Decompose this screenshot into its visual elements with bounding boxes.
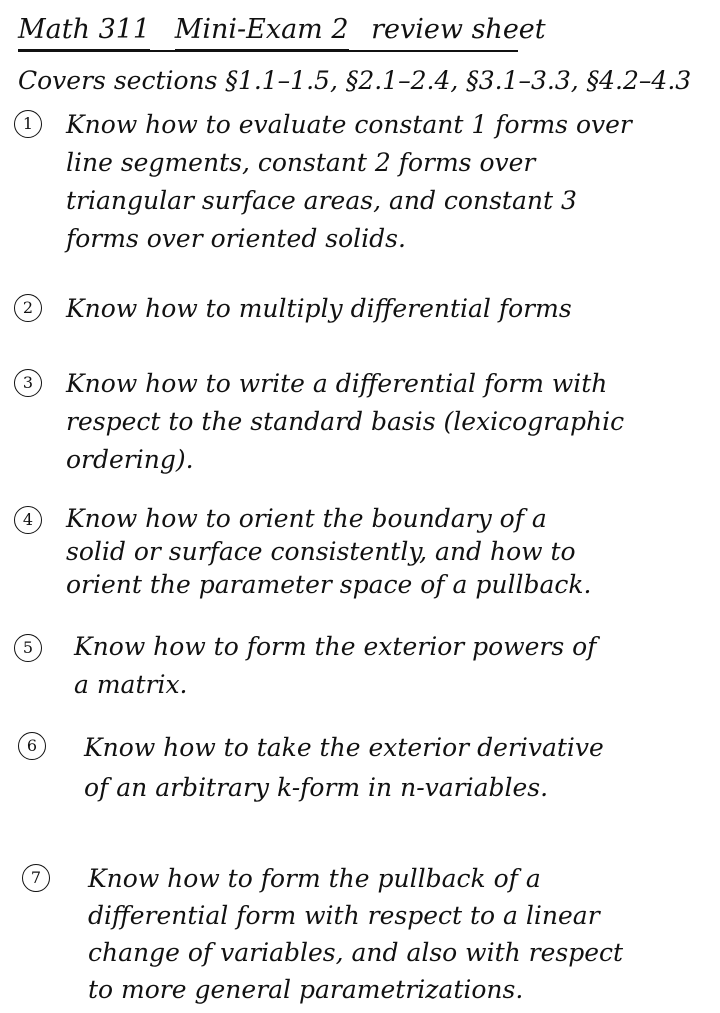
item-number-circle: 2 xyxy=(14,294,42,322)
item-number-circle: 6 xyxy=(18,732,46,760)
review-item-5 xyxy=(14,622,714,697)
item-text: Know how to evaluate constant 1 forms over line segments, constant 2 forms over triangular surface areas, and constant 3 forms over oriented solids. xyxy=(66,110,632,253)
document-type: review sheet xyxy=(371,14,546,45)
item-text: Know how to write a differential form with respect to the standard basis (lexicographic ordering). xyxy=(66,369,625,474)
review-item-7 xyxy=(14,860,714,1004)
review-item-1 xyxy=(14,106,714,256)
item-number-circle: 3 xyxy=(14,369,42,397)
item-number-circle: 5 xyxy=(14,634,42,662)
item-number-circle: 4 xyxy=(14,506,42,534)
course-title: Math 311 xyxy=(18,12,150,51)
review-item-2 xyxy=(14,290,714,330)
item-number-circle: 1 xyxy=(14,110,42,138)
item-text: Know how to multiply differential forms xyxy=(66,294,572,323)
review-item-6 xyxy=(14,728,714,808)
review-item-3 xyxy=(14,365,714,485)
exam-title: Mini-Exam 2 xyxy=(175,12,349,51)
review-item-4 xyxy=(14,502,714,617)
title-underline xyxy=(18,50,518,52)
item-text: Know how to orient the boundary of a solid or surface consistently, and how to orient the parameter space of a pullback. xyxy=(66,504,592,599)
item-text: Know how to form the pullback of a differential form with respect to a linear change of variables, and also with respect to more general parametrizations. xyxy=(88,864,624,1004)
item-text: Know how to take the exterior derivative of an arbitrary k-form in n-variables. xyxy=(84,733,604,802)
item-number-circle: 7 xyxy=(22,864,50,892)
sheet-title xyxy=(18,12,546,51)
covered-sections: Covers sections §1.1–1.5, §2.1–2.4, §3.1–3.3, §4.2–4.3 xyxy=(18,66,692,95)
item-text: Know how to form the exterior powers of a matrix. xyxy=(74,632,597,699)
